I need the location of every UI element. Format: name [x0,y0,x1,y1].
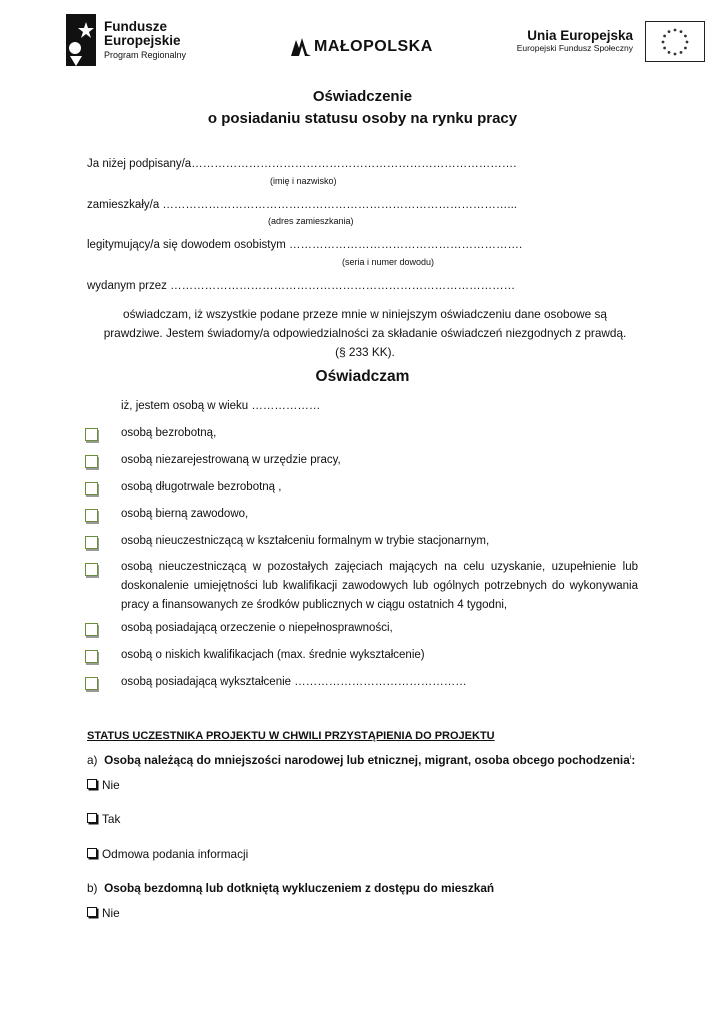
answer-a-tak[interactable] [87,812,120,826]
checkbox-unregistered[interactable] [85,455,98,468]
answer-b-nie[interactable] [87,906,120,920]
fe-logo-line3: Program Regionalny [104,50,187,61]
id-field-hint: (seria i numer dowodu) [342,257,435,267]
id-field-line[interactable]: legitymujący/a się dowodem osobistym ……………………………………………………. [87,239,523,251]
question-a [87,753,635,767]
question-a-footnote: i [629,754,632,762]
checkbox-square-icon[interactable] [87,848,97,858]
name-field-hint: (imię i nazwisko) [270,176,337,186]
option-label: osobą bezrobotną, [121,427,217,439]
checkbox-not-in-other-training[interactable] [85,563,98,576]
declaration-text [87,305,643,362]
answer-a-nie[interactable] [87,778,120,792]
question-a-text: Osobą należącą do mniejszości narodowej lub etnicznej, migrant, osoba obcego pochodzenia [104,753,630,767]
issued-by-field-line[interactable]: wydanym przez ……………………………………………………………………………… [87,280,516,292]
fe-logo-line2: Europejskie [104,33,181,49]
ue-line2: Europejski Fundusz Społeczny [516,42,633,53]
option-label: osobą nieuczestniczącą w kształceniu formalnym w trybie stacjonarnym, [121,535,490,547]
option-label: osobą bierną zawodowo, [121,508,249,520]
document-subtitle: o posiadaniu statusu osoby na rynku pracy [207,110,518,127]
option-label: osobą posiadającą wykształcenie ……………………………………… [121,676,467,688]
address-field-hint: (adres zamieszkania) [268,216,354,226]
declaration-line1: oświadczam, iż wszystkie podane przeze mnie w niniejszym oświadczeniu dane osobowe są [123,307,607,321]
answer-a-refusal[interactable] [87,847,248,861]
option-label: osobą o niskich kwalifikacjach (max. średnie wykształcenie) [121,649,425,661]
question-b-text: Osobą bezdomną lub dotkniętą wykluczeniem z dostępu do mieszkań [104,881,495,895]
checkbox-square-icon[interactable] [87,907,97,917]
status-heading: STATUS UCZESTNIKA PROJEKTU W CHWILI PRZYSTĄPIENIA DO PROJEKTU [87,730,495,742]
checkbox-not-in-formal-education[interactable] [85,536,98,549]
question-a-colon: : [631,753,636,767]
ue-text [517,28,633,53]
malopolska-text: MAŁOPOLSKA [314,38,433,55]
fundusze-europejskie-logo [64,12,214,68]
age-field-line[interactable]: iż, jestem osobą w wieku ……………… [121,400,321,412]
ue-line1: Unia Europejska [527,28,633,43]
declaration-line2: prawdziwe. Jestem świadomy/a odpowiedzialności za składanie oświadczeń niezgodnych z prawdą. [103,326,627,340]
checkbox-disability[interactable] [85,623,98,636]
oswiadczam-heading: Oświadczam [315,368,410,385]
checkbox-square-icon[interactable] [87,813,97,823]
fe-logo-line1: Fundusze [104,19,167,34]
checkbox-unemployed[interactable] [85,428,98,441]
option-label: osobą długotrwale bezrobotną , [121,481,282,493]
malopolska-mountain-icon [290,36,312,58]
answer-label: Tak [102,812,121,826]
fe-star-icon [64,12,100,68]
eu-flag-icon [645,21,705,62]
document-title: Oświadczenie [312,88,413,105]
option-label: osobą posiadającą orzeczenie o niepełnosprawności, [121,622,393,634]
checkbox-education[interactable] [85,677,98,690]
checkbox-low-qualifications[interactable] [85,650,98,663]
question-b-prefix: b) [87,881,98,895]
option-label: osobą nieuczestniczącą w pozostałych zajęciach mających na celu uzyskanie, uzupełnienie lub doskonalenie umiejętności lub kwalifikacji zawodowych lub ogólnych potrzebnych do wykonywania pracy a finansowanych ze środków publicznych w ciągu ostatnich 4 tygodni, [121,561,638,611]
checkbox-square-icon[interactable] [87,779,97,789]
address-field-line[interactable]: zamieszkały/a ………………………………………………………………………………... [87,199,517,211]
question-a-prefix: a) [87,753,98,767]
declaration-line3: (§ 233 KK). [335,345,395,359]
question-b [87,881,494,895]
name-field-line[interactable]: Ja niżej podpisany/a…………………………………………………………………………. [87,158,517,170]
answer-label: Odmowa podania informacji [102,847,249,861]
option-label: osobą niezarejestrowaną w urzędzie pracy, [121,454,341,466]
answer-label: Nie [102,906,120,920]
checkbox-long-term-unemployed[interactable] [85,482,98,495]
checkbox-inactive[interactable] [85,509,98,522]
answer-label: Nie [102,778,120,792]
